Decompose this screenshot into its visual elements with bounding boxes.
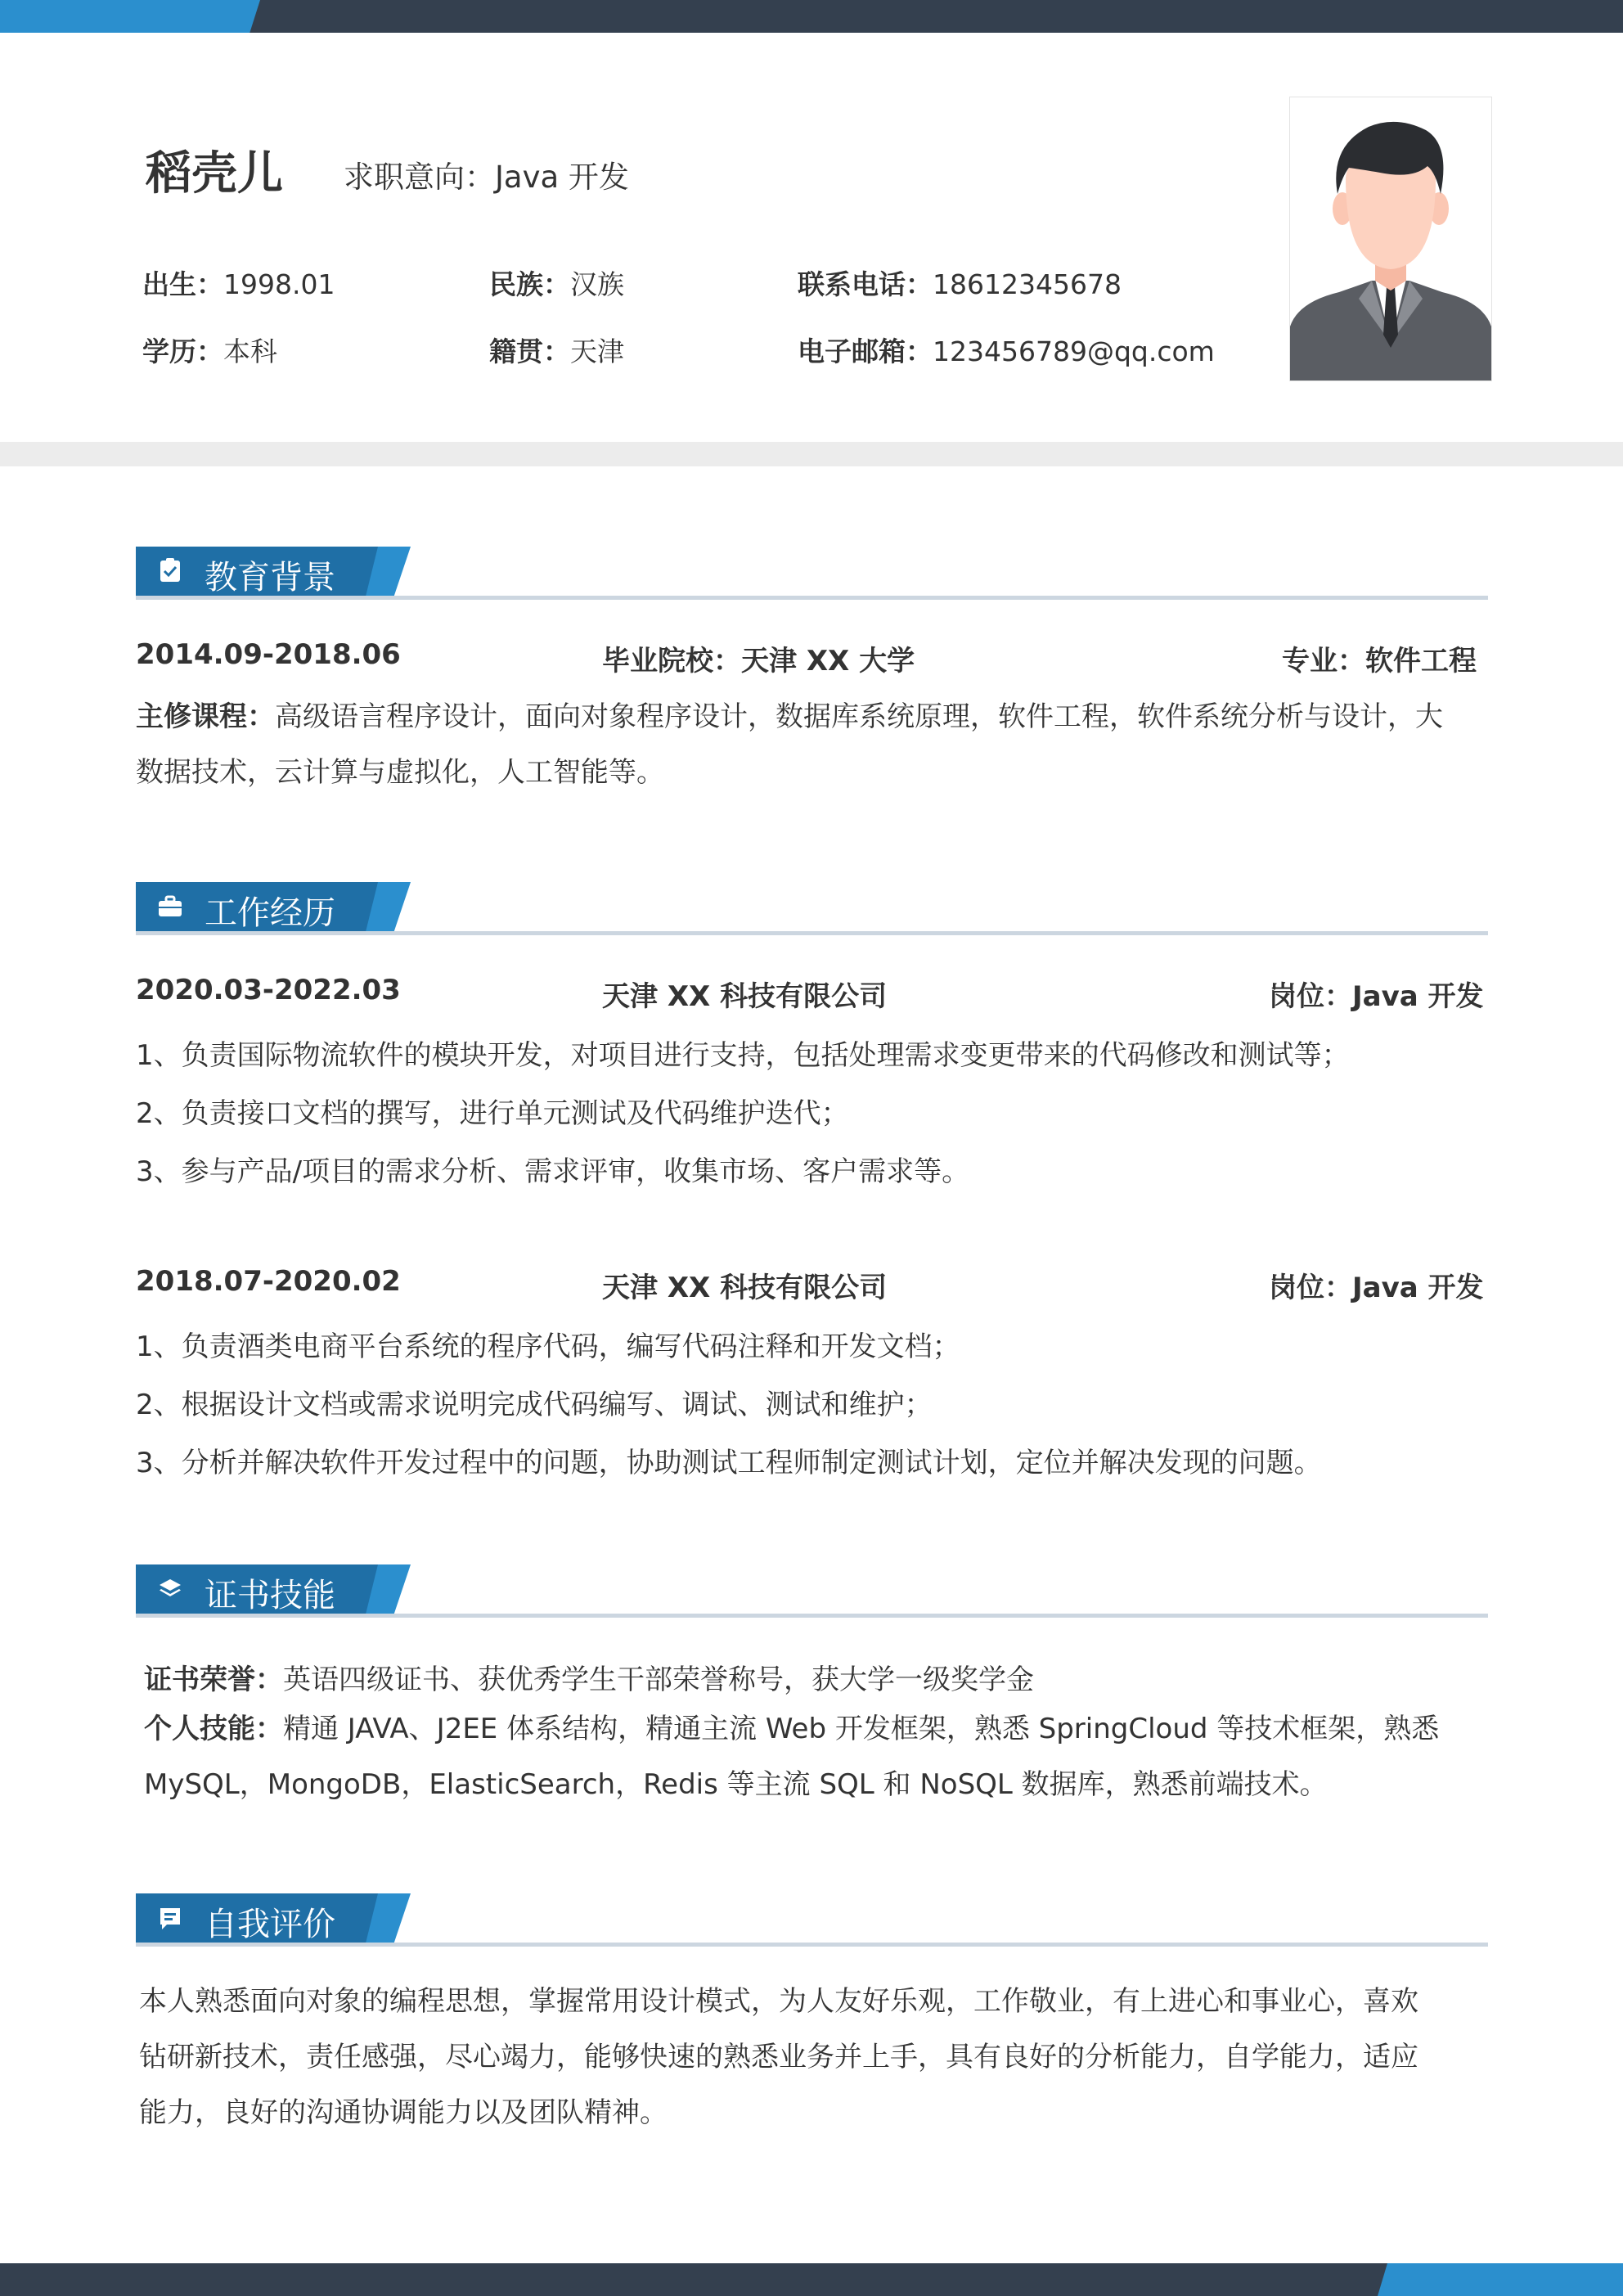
cert-label: 证书荣誉： xyxy=(144,1663,283,1696)
education-major-label: 专业： xyxy=(1282,645,1365,678)
section-header-work xyxy=(136,882,1488,934)
self-evaluation xyxy=(139,1974,1497,2141)
skill-line-2: MySQL，MongoDB，ElasticSearch，Redis 等主流 SQL 和 NoSQL 数据库，熟悉前端技术。 xyxy=(144,1768,1328,1801)
personal-skills xyxy=(144,1701,1494,1812)
checklist-icon xyxy=(157,558,183,584)
evaluation-line-2: 钻研新技术，责任感强，尽心竭力，能够快速的熟悉业务并上手，具有良好的分析能力，自学能力，适应 xyxy=(139,2041,1418,2073)
info-education xyxy=(142,331,277,369)
info-email-label: 电子邮箱： xyxy=(798,335,933,367)
info-ethnicity-value: 汉族 xyxy=(570,268,624,300)
info-phone xyxy=(798,263,1122,302)
info-phone-label: 联系电话： xyxy=(798,268,933,300)
job-1-company: 天津 XX 科技有限公司 xyxy=(602,980,888,1013)
layers-icon xyxy=(157,1576,183,1602)
section-header-evaluation xyxy=(136,1893,1488,1946)
education-school xyxy=(602,638,915,678)
job-2-period: 2018.07-2020.02 xyxy=(136,1265,401,1298)
info-ethnicity-label: 民族： xyxy=(489,268,570,300)
briefcase-icon xyxy=(157,894,183,920)
info-ethnicity xyxy=(489,263,624,302)
job-2-position: 岗位：Java 开发 xyxy=(1269,1272,1484,1304)
job-1-period: 2020.03-2022.03 xyxy=(136,974,401,1006)
info-birth xyxy=(142,263,335,302)
job-2-duty-1: 1、负责酒类电商平台系统的程序代码，编写代码注释和开发文档； xyxy=(136,1330,960,1363)
education-school-label: 毕业院校： xyxy=(602,645,741,678)
info-birth-label: 出生： xyxy=(142,268,223,300)
job-2-company: 天津 XX 科技有限公司 xyxy=(602,1272,888,1304)
courses-label: 主修课程： xyxy=(136,700,275,733)
avatar-illustration xyxy=(1290,97,1491,380)
section-title-education: 教育背景 xyxy=(205,559,335,597)
info-education-value: 本科 xyxy=(223,335,277,367)
info-hometown-label: 籍贯： xyxy=(489,335,570,367)
section-title-evaluation: 自我评价 xyxy=(205,1906,335,1943)
job-intent xyxy=(344,152,629,196)
section-title-work: 工作经历 xyxy=(205,894,335,932)
info-email xyxy=(798,331,1215,369)
skill-line-1: 精通 JAVA、J2EE 体系结构，精通主流 Web 开发框架，熟悉 SpringCloud 等技术框架，熟悉 xyxy=(283,1713,1440,1745)
job-1-duty-3: 3、参与产品/项目的需求分析、需求评审，收集市场、客户需求等。 xyxy=(136,1155,970,1188)
evaluation-line-1: 本人熟悉面向对象的编程思想，掌握常用设计模式，为人友好乐观，工作敬业，有上进心和事业心，喜欢 xyxy=(139,1985,1418,2018)
job-1-duty-1: 1、负责国际物流软件的模块开发，对项目进行支持，包括处理需求变更带来的代码修改和测试等； xyxy=(136,1039,1350,1072)
education-courses xyxy=(136,689,1494,800)
section-header-education xyxy=(136,547,1488,599)
education-school-value: 天津 XX 大学 xyxy=(741,645,915,678)
job-1-duty-2: 2、负责接口文档的撰写，进行单元测试及代码维护迭代； xyxy=(136,1097,849,1130)
info-hometown-value: 天津 xyxy=(570,335,624,367)
bottom-banner-accent xyxy=(1378,2263,1623,2296)
top-banner-accent xyxy=(0,0,260,33)
education-major-value: 软件工程 xyxy=(1365,645,1477,678)
header-divider xyxy=(0,442,1623,466)
avatar-photo xyxy=(1289,97,1492,381)
cert-value: 英语四级证书、获优秀学生干部荣誉称号，获大学一级奖学金 xyxy=(283,1663,1034,1696)
candidate-name: 稻壳儿 xyxy=(146,147,283,200)
job-1-position: 岗位：Java 开发 xyxy=(1269,980,1484,1013)
evaluation-line-3: 能力，良好的沟通协调能力以及团队精神。 xyxy=(139,2096,668,2129)
job-intent-value: Java 开发 xyxy=(495,160,629,195)
info-education-label: 学历： xyxy=(142,335,223,367)
info-phone-value: 18612345678 xyxy=(933,268,1122,300)
info-email-value: 123456789@qq.com xyxy=(933,335,1215,367)
education-major xyxy=(1282,638,1477,678)
job-intent-label: 求职意向： xyxy=(344,160,495,195)
job-2-duty-3: 3、分析并解决软件开发过程中的问题，协助测试工程师制定测试计划，定位并解决发现的问题。 xyxy=(136,1447,1322,1479)
courses-line-1: 高级语言程序设计，面向对象程序设计，数据库系统原理，软件工程，软件系统分析与设计，大 xyxy=(275,700,1443,733)
chat-icon xyxy=(157,1905,183,1931)
certificates xyxy=(144,1657,1034,1697)
courses-line-2: 数据技术，云计算与虚拟化，人工智能等。 xyxy=(136,756,664,789)
info-birth-value: 1998.01 xyxy=(223,268,335,300)
skill-label: 个人技能： xyxy=(144,1713,283,1745)
section-header-skills xyxy=(136,1564,1488,1617)
job-2-duty-2: 2、根据设计文档或需求说明完成代码编写、调试、测试和维护； xyxy=(136,1389,933,1421)
education-period: 2014.09-2018.06 xyxy=(136,638,401,671)
info-hometown xyxy=(489,331,624,369)
section-title-skills: 证书技能 xyxy=(205,1577,335,1614)
